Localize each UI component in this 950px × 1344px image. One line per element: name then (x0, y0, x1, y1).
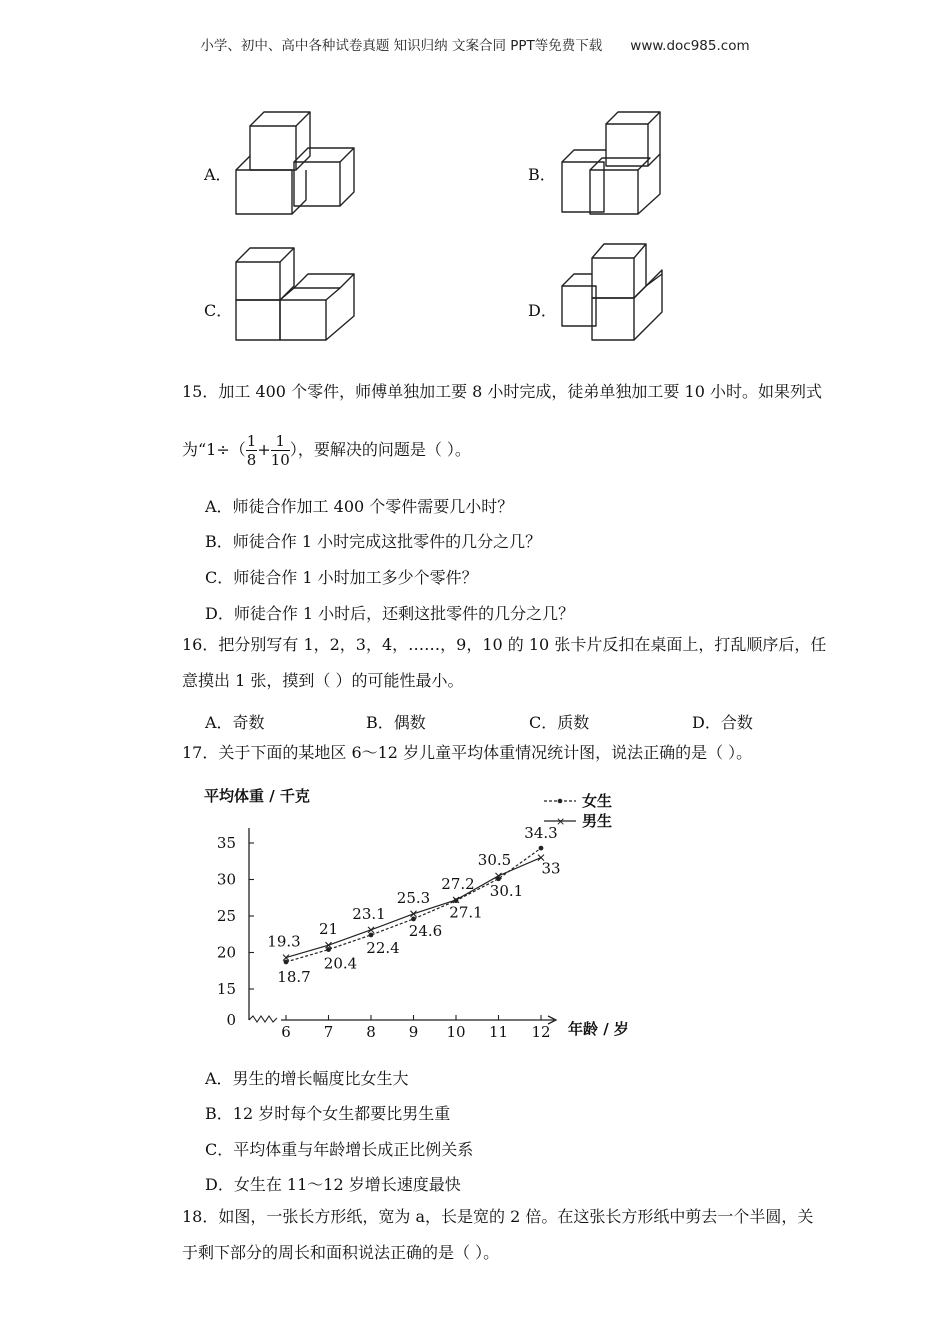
y-tick-label: 35 (216, 834, 236, 852)
boys-data-point (411, 911, 417, 917)
legend-boys-cross: × (556, 815, 566, 828)
cube-figure-c (234, 244, 358, 344)
q15-suffix: ），要解决的问题是（ ）。 (289, 440, 471, 459)
y-tick-label: 20 (216, 943, 236, 962)
q16-option-d[interactable]: D．合数 (692, 713, 753, 732)
boys-data-label: 19.3 (267, 932, 301, 951)
legend-boys-label: 男生 (582, 812, 613, 830)
q17-option-c[interactable]: C．平均体重与年龄增长成正比例关系 (205, 1140, 474, 1159)
q15-option-d[interactable]: D．师徒合作 1 小时后，还剩这批零件的几分之几？ (205, 604, 575, 623)
q15-prefix: 为“1÷（ (182, 440, 246, 459)
q15-line1: 15．加工 400 个零件，师傅单独加工要 8 小时完成，徒弟单独加工要 10 小时。如果列式 (182, 382, 822, 401)
x-tick-label: 7 (323, 1023, 334, 1041)
boys-data-label: 33 (541, 859, 561, 878)
q16-line2: 意摸出 1 张，摸到（ ）的可能性最小。 (182, 671, 464, 690)
x-tick-label: 10 (446, 1023, 466, 1041)
cube-figure-d (558, 240, 668, 344)
y-tick-label: 30 (216, 870, 236, 889)
q15-option-c[interactable]: C．师徒合作 1 小时加工多少个零件？ (205, 568, 478, 587)
girls-data-label: 20.4 (323, 954, 358, 973)
option-d-label: D． (528, 301, 557, 320)
girls-data-label: 34.3 (524, 824, 558, 843)
option-c-label: C． (204, 301, 233, 320)
chart-y-label: 平均体重 / 千克 (204, 787, 310, 805)
q16-option-b[interactable]: B．偶数 (366, 713, 426, 732)
fraction-1-8: $\frac{1}{8}$ (246, 432, 257, 469)
boys-data-label: 23.1 (352, 904, 386, 923)
x-tick-label: 12 (531, 1023, 551, 1041)
q15-option-b[interactable]: B．师徒合作 1 小时完成这批零件的几分之几？ (205, 532, 542, 551)
girls-data-label: 22.4 (366, 938, 400, 957)
chart-x-label: 年龄 / 岁 (568, 1020, 629, 1038)
y-tick-label: 15 (216, 980, 236, 998)
header-text: 小学、初中、高中各种试卷真题 知识归纳 文案合同 PPT等免费下载 (200, 38, 603, 54)
q15-option-a[interactable]: A．师徒合作加工 400 个零件需要几小时？ (205, 497, 514, 516)
girls-data-point (369, 933, 374, 938)
q16-line1: 16．把分别写有 1，2，3，4，……，9，10 的 10 张卡片反扣在桌面上，打乱顺序后，任 (182, 635, 827, 654)
q17-line1: 17．关于下面的某地区 6～12 岁儿童平均体重情况统计图，说法正确的是（ ）。 (182, 743, 753, 762)
weight-line-chart (196, 782, 646, 1044)
chart-series (267, 824, 560, 986)
girls-data-point (411, 917, 416, 922)
axis-break (249, 1016, 277, 1022)
boys-series-line (286, 858, 541, 958)
fraction-1-10: $\frac{1}{10}$ (270, 432, 290, 469)
header-site: www.doc985.com (630, 38, 750, 54)
boys-data-label: 30.5 (477, 850, 512, 869)
girls-data-point (539, 846, 544, 851)
q16-option-a[interactable]: A．奇数 (205, 713, 265, 732)
q18-line1: 18．如图，一张长方形纸，宽为 a，长是宽的 2 倍。在这张长方形纸中剪去一个半圆，关 (182, 1207, 814, 1226)
boys-data-label: 27.2 (441, 874, 475, 893)
cube-figure-a (234, 108, 358, 216)
q17-option-a[interactable]: A．男生的增长幅度比女生大 (205, 1069, 409, 1088)
y-tick-label: 25 (216, 907, 236, 925)
girls-data-point (284, 960, 289, 965)
legend-girls-dot (558, 799, 563, 804)
q17-option-d[interactable]: D．女生在 11～12 岁增长速度最快 (205, 1175, 461, 1194)
y-tick-label: 0 (226, 1011, 236, 1029)
x-tick-label: 11 (488, 1023, 509, 1041)
option-a-label: A． (204, 165, 232, 184)
girls-data-label: 24.6 (408, 921, 443, 940)
x-tick-label: 6 (281, 1023, 291, 1041)
girls-data-label: 18.7 (277, 967, 311, 986)
boys-data-label: 25.3 (396, 888, 431, 907)
q16-option-c[interactable]: C．质数 (529, 713, 590, 732)
page-header (0, 34, 950, 54)
x-tick-label: 8 (366, 1023, 376, 1041)
q15-line2 (182, 432, 471, 469)
cube-figure-b (558, 108, 668, 216)
plus-sign: + (257, 440, 271, 459)
girls-data-label: 30.1 (489, 881, 524, 900)
boys-data-point (368, 927, 374, 933)
q18-line2: 于剩下部分的周长和面积说法正确的是（ ）。 (182, 1243, 500, 1262)
q17-option-b[interactable]: B．12 岁时每个女生都要比男生重 (205, 1104, 451, 1123)
boys-data-label: 21 (318, 920, 339, 939)
x-tick-label: 9 (408, 1023, 419, 1041)
girls-data-label: 27.1 (449, 903, 483, 922)
girls-data-point (326, 947, 331, 952)
legend-girls-label: 女生 (582, 792, 613, 810)
option-b-label: B． (528, 165, 556, 184)
